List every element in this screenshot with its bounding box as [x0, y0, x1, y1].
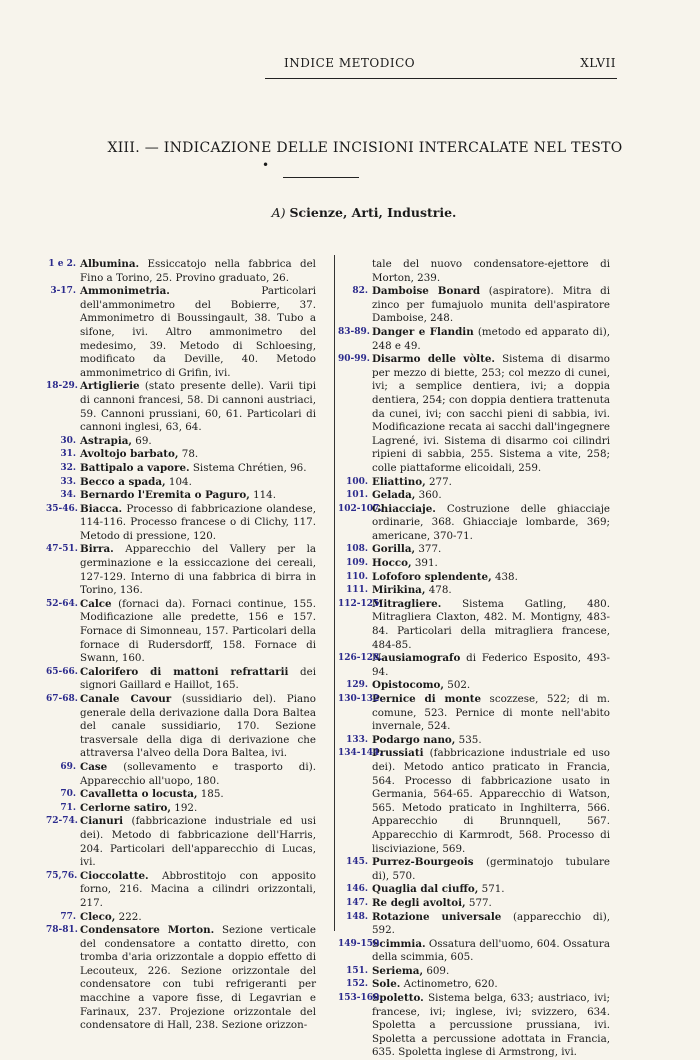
entry-heading: Becco a spada, [80, 475, 166, 488]
entry-text: 377. [418, 543, 442, 556]
index-entry [46, 870, 316, 911]
entry-number: 148. [346, 911, 368, 922]
entry-number: 100. [346, 476, 368, 487]
header-rule [265, 78, 617, 79]
entry-text: tale del nuovo condensatore-ejettore di Morton, 239. [372, 258, 610, 284]
index-entry [338, 747, 610, 856]
index-entry [338, 258, 610, 285]
right-column [338, 258, 610, 1060]
entry-text: Abbrostitojo con apposito forno, 216. Macina a cilindri orizzontali, 217. [80, 869, 316, 909]
entry-text: 438. [494, 570, 518, 583]
entry-number: 69. [60, 761, 76, 772]
entry-heading: Calorifero di mattoni refrattarii [80, 665, 289, 678]
index-entry [46, 693, 316, 761]
entry-number: 130-132. [338, 694, 383, 704]
index-entry [338, 938, 610, 965]
entry-number: 77. [60, 911, 76, 922]
entry-number: 110. [346, 571, 368, 582]
entry-number: 65-66. [46, 666, 78, 677]
index-entry [338, 911, 610, 938]
entry-number: 18-29. [46, 381, 78, 392]
index-entry [46, 503, 316, 544]
entry-heading: Condensatore Morton. [80, 924, 215, 937]
entry-heading: Battipalo a vapore. [80, 461, 190, 474]
index-entry [338, 285, 610, 326]
index-entry [338, 489, 610, 503]
index-entry [46, 598, 316, 666]
index-entry [338, 543, 610, 557]
entry-number: 134-144. [338, 748, 383, 759]
entry-text: (sussidiario del). Piano generale della derivazione dalla Dora Baltea del canale sussidiario, 170. Sezione trasversale della diga di derivazione che attraversa l'alveo della Dora Baltea, ivi. [80, 693, 316, 760]
entry-number: 82. [352, 286, 368, 297]
entry-text: Sistema Gatling, 480. Mitragliera Claxton, 482. M. Montigny, 483-84. Particolari della mitragliera francese, 484-85. [372, 597, 611, 651]
entry-heading: Lofoforo splendente, [372, 570, 492, 583]
index-entry [338, 856, 610, 883]
index-entry [338, 965, 610, 979]
entry-heading: Prussiati [372, 747, 424, 760]
entry-number: 151. [346, 965, 368, 976]
entry-heading: Bernardo l'Eremita o Paguro, [80, 489, 250, 502]
index-entry [338, 978, 610, 992]
entry-text: (fabbricazione industriale ed usi dei). Metodo di fabbricazione dell'Harris, 204. Particolari dell'apparecchio di Lucas, ivi. [80, 815, 316, 869]
entry-text: (metodo ed apparato di), 248 e 49. [372, 325, 610, 352]
entry-number: 102-107. [338, 503, 383, 514]
entry-heading: Cerlorne satiro, [80, 801, 172, 814]
entry-number: 126-128. [338, 653, 383, 664]
section-rule [283, 177, 359, 178]
entry-heading: Disarmo delle vòlte. [372, 353, 495, 366]
entry-heading: Cianuri [80, 815, 124, 828]
entry-text: 222. [118, 910, 142, 923]
entry-text: Ossatura dell'uomo, 604. Ossatura della scimmia, 605. [372, 937, 610, 964]
entry-heading: Calce [80, 597, 112, 610]
entry-text: 69. [135, 434, 152, 447]
entry-number: 78-81. [46, 925, 78, 936]
entry-heading: Hocco, [372, 557, 412, 570]
index-entry [46, 476, 316, 490]
index-entry [338, 503, 610, 544]
entry-heading: Birra. [80, 543, 114, 556]
entry-text: Particolari dell'ammonimetro del Bobierre, 37. Ammonimetro di Boussingault, 38. Tubo a sifone, ivi. Altro ammonimetro del medesimo, 39. Metodo di Schloesing, modificato da Deville, 40. Metodo ammonimetrico di Grifin, ivi. [80, 285, 316, 379]
entry-heading: Scimmia. [372, 937, 426, 950]
entry-number: 32. [60, 462, 76, 473]
entry-heading: Biacca. [80, 502, 123, 515]
entry-text: 78. [181, 448, 199, 461]
index-entry [338, 883, 610, 897]
index-entry [46, 285, 316, 380]
index-entry [46, 380, 316, 434]
entry-heading: Rotazione universale [372, 910, 502, 923]
entry-number: 83-89. [338, 326, 370, 337]
entry-number: 31. [60, 449, 76, 460]
entry-text: dei signori Gaillard e Haillot, 165. [80, 665, 316, 692]
entry-heading: Case [80, 760, 108, 773]
entry-heading: Gelada, [372, 489, 416, 502]
entry-text: 185. [200, 788, 224, 801]
entry-text: (fornaci da). Fornaci continue, 155. Modificazione alle predette, 156 e 157. Fornace di Simonneau, 157. Particolari della fornace di Rudersdorff, 158. Fornace di Swann, 160. [80, 597, 316, 665]
column-divider [334, 255, 335, 931]
entry-heading: Mitragliere. [372, 597, 442, 610]
index-entry [46, 911, 316, 925]
subsection-title: Scienze, Arti, Industrie. [289, 205, 457, 220]
entry-text: Sistema di disarmo per mezzo di biette, 253; col mezzo di cunei, ivi; a semplice dentiera, ivi; a doppia dentiera, 254; con doppia dentiera trattenuta da cunei, ivi; con sacchi pieni di sabbia, ivi. Modificazione recata ai sacchi dall'ingegnere Lagrené, ivi. Sistema di disarmo coi cilindri ripieni di sabbia, 255. Sistema a vite, 258; colle piattaforme elicoidali, 259. [372, 353, 611, 474]
subsection-letter: A) [271, 205, 286, 220]
entry-text: (stato presente delle). Varii tipi di cannoni francesi, 58. Di cannoni austriaci, 59. Cannoni prussiani, 60, 61. Particolari di cannoni inglesi, 63, 64. [80, 380, 317, 434]
index-entry [46, 462, 316, 476]
entry-text: Processo di fabbricazione olandese, 114-116. Processo francese o di Clichy, 117. Metodo di pressione, 120. [80, 502, 316, 542]
entry-text: 104. [168, 475, 192, 488]
entry-number: 35-46. [46, 503, 78, 514]
entry-number: 75,76. [46, 870, 78, 881]
index-entry [338, 734, 610, 748]
entry-heading: Seriema, [372, 964, 424, 977]
entry-text: 502. [447, 679, 471, 692]
entry-heading: Sole. [372, 978, 401, 991]
entry-text: 277. [429, 475, 452, 488]
entry-number: 111. [346, 585, 368, 596]
index-entry [338, 326, 610, 353]
entry-text: Sistema Chrétien, 96. [192, 461, 307, 474]
entry-number: 90-99. [338, 354, 370, 365]
entry-number: 67-68. [46, 694, 78, 704]
entry-text: (aspiratore). Mitra di zinco per fumajuolo munita dell'aspiratore Damboise, 248. [372, 285, 611, 325]
entry-heading: Albumina. [80, 258, 140, 270]
index-entry [46, 788, 316, 802]
index-entry [46, 448, 316, 462]
entry-heading: Artiglierie [80, 380, 140, 393]
entry-text: 391. [414, 557, 438, 570]
entry-number: 52-64. [46, 598, 78, 609]
entry-text: (germinatojo tubulare di), 570. [372, 856, 610, 882]
entry-text: di Federico Esposito, 493-94. [372, 652, 610, 678]
index-entry [46, 489, 316, 503]
entry-number: 3-17. [50, 286, 76, 297]
entry-text: (fabbricazione industriale ed uso dei). Metodo antico praticato in Francia, 564. Processo di fabbricazione usato in Germania, 564-65. Apparecchio di Watson, 565. Metodo praticato in Inghilterra, 566. Apparecchio di Brunnquell, 567. Apparecchio di Karmrodt, 568. Processo di lisciviazione, 569. [372, 747, 610, 855]
entry-number: 149-150. [338, 938, 383, 949]
page-number: XLVII [580, 56, 616, 70]
entry-number: 146. [346, 884, 368, 895]
entry-text: 535. [458, 733, 482, 746]
entry-heading: Ammonimetria. [80, 285, 170, 298]
entry-text: Actinometro, 620. [403, 978, 498, 991]
entry-heading: Re degli avoltoi, [372, 896, 466, 909]
entry-heading: Cioccolatte. [80, 869, 149, 882]
entry-text: Sistema belga, 633; austriaco, ivi; francese, ivi; inglese, ivi; svizzero, 634. Spoletta a percussione prussiana, ivi. Spoletta a percussione adottata in Francia, 635. Spoletta inglese di Armstrong, ivi. [372, 992, 610, 1059]
entry-text: 609. [426, 964, 450, 977]
index-entry [338, 693, 610, 734]
entry-text: Apparecchio del Vallery per la germinazione e la essiccazione dei cereali, 127-129. Interno di una fabbrica di birra in Torino, 136. [80, 543, 316, 597]
section-title: XIII. — INDICAZIONE DELLE INCISIONI INTERCALATE NEL TESTO [107, 140, 623, 156]
index-entry [338, 598, 610, 652]
index-entry [338, 557, 610, 571]
subsection-heading [0, 205, 700, 220]
entry-heading: Ghiacciaje. [372, 502, 436, 515]
entry-text: (apparecchio di), 592. [372, 910, 610, 937]
index-entry [338, 652, 610, 679]
entry-number: 147. [346, 897, 368, 908]
entry-number: 71. [60, 802, 76, 813]
entry-number: 109. [346, 558, 368, 569]
entry-number: 47-51. [46, 544, 78, 555]
entry-text: 192. [174, 801, 198, 814]
entry-heading: Danger e Flandin [372, 325, 474, 338]
entry-number: 30. [60, 435, 76, 446]
entry-heading: Spoletto. [372, 992, 424, 1005]
index-entry [46, 802, 316, 816]
entry-number: 112-125. [338, 598, 383, 609]
index-entry [46, 258, 316, 285]
entry-text: 577. [468, 896, 492, 909]
entry-text: scozzese, 522; di m. comune, 523. Pernice di monte nell'abito invernale, 524. [372, 693, 610, 733]
entry-heading: Mirikina, [372, 584, 426, 597]
entry-number: 70. [60, 789, 76, 800]
entry-number: 101. [346, 490, 368, 501]
entry-text: 114. [253, 489, 276, 502]
index-entry [338, 571, 610, 585]
entry-number: 1 e 2. [48, 259, 76, 269]
entry-number: 72-74. [46, 816, 78, 827]
entry-text: 360. [418, 489, 442, 502]
index-entry [46, 761, 316, 788]
entry-text: Costruzione delle ghiacciaje ordinarie, 368. Ghiacciaje lombarde, 369; americane, 370-71. [372, 502, 610, 542]
index-entry [338, 476, 610, 490]
entry-number: 108. [346, 544, 368, 555]
entry-heading: Pernice di monte [372, 693, 481, 705]
entry-number: 153-160. [338, 993, 383, 1004]
entry-heading: Damboise Bonard [372, 285, 481, 298]
entry-heading: Cleco, [80, 910, 116, 923]
entry-number: 145. [346, 857, 368, 868]
entry-text: 571. [481, 883, 505, 896]
index-entry [338, 353, 610, 475]
entry-heading: Nausiamografo [372, 652, 461, 665]
entry-number: 152. [346, 979, 368, 990]
entry-heading: Avoltojo barbato, [80, 448, 179, 461]
running-head-title: INDICE METODICO [284, 56, 416, 70]
entry-heading: Eliattino, [372, 475, 426, 488]
index-entry [338, 992, 610, 1060]
entry-number: 34. [60, 490, 76, 501]
entry-heading: Podargo nano, [372, 733, 456, 746]
entry-number: 133. [346, 734, 368, 745]
entry-text: Essiccatojo nella fabbrica del Fino a Torino, 25. Provino graduato, 26. [80, 258, 316, 284]
index-entry [338, 897, 610, 911]
index-entry [46, 924, 316, 1033]
index-entry [338, 679, 610, 693]
entry-heading: Canale Cavour [80, 693, 172, 705]
entry-number: 33. [60, 476, 76, 487]
entry-heading: Purrez-Bourgeois [372, 856, 474, 869]
entry-heading: Cavalletta o locusta, [80, 788, 198, 801]
index-entry [46, 666, 316, 693]
entry-heading: Quaglia dal ciuffo, [372, 883, 479, 896]
entry-text: 478. [428, 584, 452, 597]
entry-text: (sollevamento e trasporto di). Apparecchio all'uopo, 180. [80, 760, 316, 787]
entry-number: 129. [346, 680, 368, 691]
entry-heading: Gorilla, [372, 543, 416, 556]
index-entry [338, 584, 610, 598]
ornament-bullet: • [262, 158, 270, 172]
index-entry [46, 435, 316, 449]
entry-heading: Opistocomo, [372, 679, 444, 692]
entry-text: Sezione verticale del condensatore a contatto diretto, con tromba d'aria orizzontale a doppio effetto di Lecouteux, 226. Sezione orizzontale del condensatore con tubi refrigeranti per macchine a vapore fisse, di Legavrian e Farinaux, 237. Projezione orizzontale del condensatore di Hall, 238. Sezione orizzon- [80, 924, 316, 1032]
index-entry [46, 543, 316, 597]
left-column [46, 258, 316, 1033]
index-entry [46, 815, 316, 869]
entry-heading: Astrapia, [80, 434, 133, 447]
